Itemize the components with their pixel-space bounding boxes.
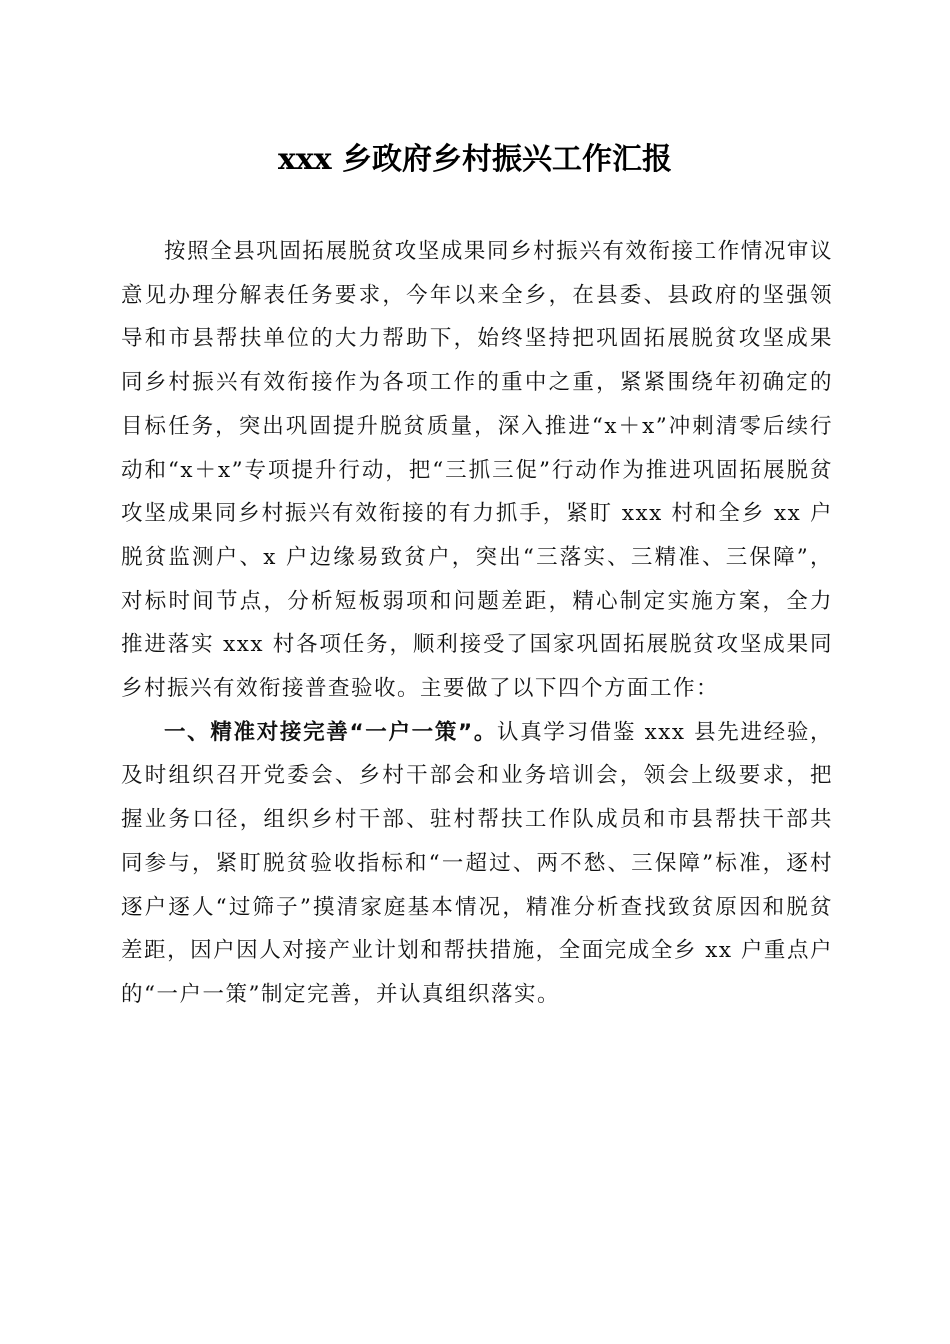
section-one-text: 认真学习借鉴 xxx 县先进经验，及时组织召开党委会、乡村干部会和业务培训会，领会上级要求，把握业务口径，组织乡村干部、驻村帮扶工作队成员和市县帮扶干部共同参与，紧盯脱贫验收指标和“一超过、两不愁、三保障”标准，逐村逐户逐人“过筛子”摸清家庭基本情况，精准分析查找致贫原因和脱贫差距，因户因人对接产业计划和帮扶措施，全面完成全乡 xx 户重点户的“一户一策”制定完善，并认真组织落实。 [121, 719, 834, 1007]
section-one-heading: 一、精准对接完善“一户一策”。 [164, 719, 498, 745]
section-one-paragraph [121, 711, 833, 1017]
document-body [121, 230, 833, 1017]
document-title: xxx 乡政府乡村振兴工作汇报 [277, 142, 673, 177]
intro-paragraph [121, 230, 833, 711]
intro-paragraph-text: 按照全县巩固拓展脱贫攻坚成果同乡村振兴有效衔接工作情况审议意见办理分解表任务要求，今年以来全乡，在县委、县政府的坚强领导和市县帮扶单位的大力帮助下，始终坚持把巩固拓展脱贫攻坚成果同乡村振兴有效衔接作为各项工作的重中之重，紧紧围绕年初确定的目标任务，突出巩固提升脱贫质量，深入推进“x＋x”冲刺清零后续行动和“x＋x”专项提升行动，把“三抓三促”行动作为推进巩固拓展脱贫攻坚成果同乡村振兴有效衔接的有力抓手，紧盯 xxx 村和全乡 xx 户脱贫监测户、x 户边缘易致贫户，突出“三落实、三精准、三保障”，对标时间节点，分析短板弱项和问题差距，精心制定实施方案，全力推进落实 xxx 村各项任务，顺利接受了国家巩固拓展脱贫攻坚成果同乡村振兴有效衔接普查验收。主要做了以下四个方面工作： [121, 239, 833, 702]
